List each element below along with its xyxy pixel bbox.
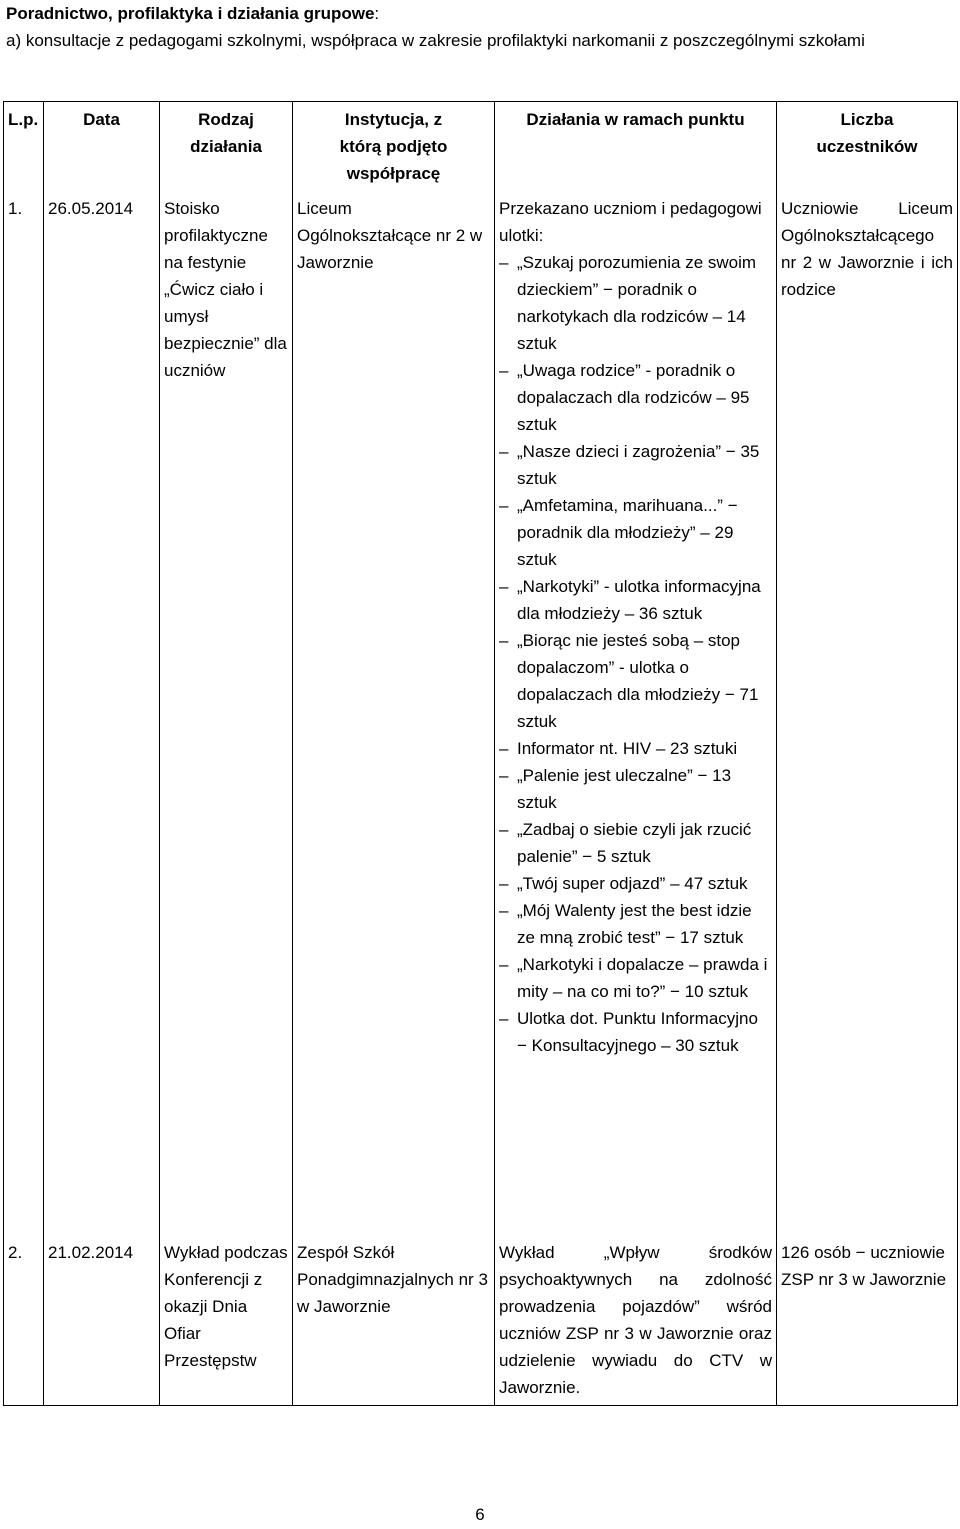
list-item: – „Narkotyki i dopalacze – prawda i mity – na co mi to?” − 10 sztuk — [499, 951, 772, 1005]
row-date: 21.02.2014 — [44, 1231, 160, 1406]
list-item: – „Zadbaj o siebie czyli jak rzucić palenie” − 5 sztuk — [499, 816, 772, 870]
row-lp: 1. — [4, 189, 44, 1231]
list-item: – „Uwaga rodzice” - poradnik o dopalaczach dla rodziców – 95 sztuk — [499, 357, 772, 438]
row-institution: Liceum Ogólnokształcące nr 2 w Jaworznie — [293, 189, 495, 1231]
list-item: – „Palenie jest uleczalne” − 13 sztuk — [499, 762, 772, 816]
list-item: – „Amfetamina, marihuana...” − poradnik dla młodzieży” – 29 sztuk — [499, 492, 772, 573]
row-date: 26.05.2014 — [44, 189, 160, 1231]
table-row — [4, 1231, 958, 1406]
list-item: – „Szukaj porozumienia ze swoim dzieckiem” − poradnik o narkotykach dla rodziców – 14 sztuk — [499, 249, 772, 357]
row-type: Stoisko profilaktyczne na festynie „Ćwicz ciało i umysł bezpiecznie” dla uczniów — [160, 189, 293, 1231]
row-institution: Zespół Szkół Ponadgimnazjalnych nr 3 w Jaworznie — [293, 1231, 495, 1406]
list-item: – Informator nt. HIV – 23 sztuki — [499, 735, 772, 762]
list-item: – „Narkotyki” - ulotka informacyjna dla młodzieży – 36 sztuk — [499, 573, 772, 627]
header-institution: Instytucja, z którą podjęto współpracę — [293, 102, 495, 190]
section-title-bold: Poradnictwo, profilaktyka i działania grupowe — [6, 4, 375, 23]
table-row — [4, 189, 958, 1231]
row-participants: 126 osób − uczniowie ZSP nr 3 w Jaworznie — [777, 1231, 958, 1406]
list-item: – „Twój super odjazd” – 47 sztuk — [499, 870, 772, 897]
leaflet-list — [499, 249, 772, 1059]
row-actions: Wykład „Wpływ środków psychoaktywnych na zdolność prowadzenia pojazdów” wśród uczniów ZSP nr 3 w Jaworznie oraz udzielenie wywiadu do CTV w Jaworznie. — [495, 1231, 777, 1406]
section-subheading: a) konsultacje z pedagogami szkolnymi, współpraca w zakresie profilaktyki narkomanii z poszczególnymi szkołami — [6, 31, 865, 50]
list-item: – „Mój Walenty jest the best idzie ze mną zrobić test” − 17 sztuk — [499, 897, 772, 951]
list-item: – „Biorąc nie jesteś sobą – stop dopalaczom” - ulotka o dopalaczach dla młodzieży − 71 sztuk — [499, 627, 772, 735]
header-actions: Działania w ramach punktu — [495, 102, 777, 190]
row-participants: Uczniowie Liceum Ogólnokształcącego nr 2 w Jaworznie i ich rodzice — [777, 189, 958, 1231]
page-number: 6 — [475, 1505, 485, 1524]
document-heading — [6, 0, 956, 54]
header-participants: Liczba uczestników — [777, 102, 958, 190]
header-date: Data — [44, 102, 160, 190]
section-title — [6, 0, 956, 27]
header-lp: L.p. — [4, 102, 44, 190]
section-title-rest: : — [374, 4, 380, 23]
row-type: Wykład podczas Konferencji z okazji Dnia Ofiar Przestępstw — [160, 1231, 293, 1406]
table-header-row — [4, 102, 958, 190]
row-lp: 2. — [4, 1231, 44, 1406]
header-type: Rodzaj działania — [160, 102, 293, 190]
actions-intro: Przekazano uczniom i pedagogowi ulotki: — [499, 199, 762, 245]
list-item: – Ulotka dot. Punktu Informacyjno − Konsultacyjnego – 30 sztuk — [499, 1005, 772, 1059]
row-actions — [495, 189, 777, 1231]
activities-table — [3, 101, 958, 1406]
list-item: – „Nasze dzieci i zagrożenia” − 35 sztuk — [499, 438, 772, 492]
